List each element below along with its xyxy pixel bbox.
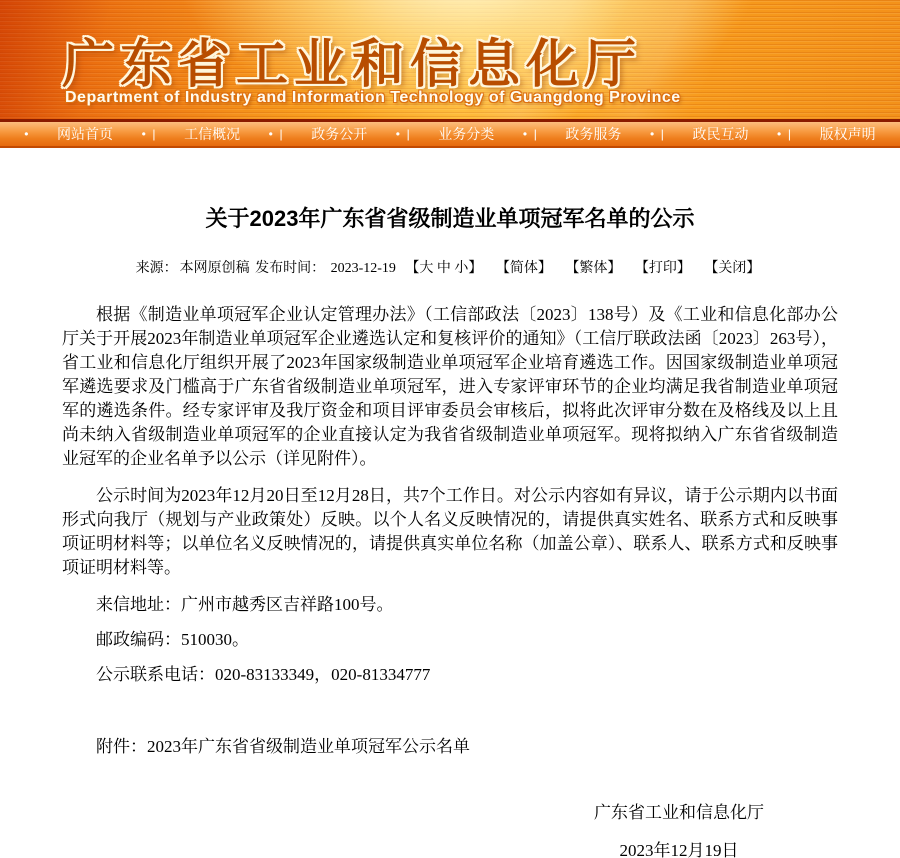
traditional-chinese-button[interactable]: 【繁体】 xyxy=(565,261,622,276)
font-size-control[interactable]: 【大 中 小】 xyxy=(405,261,483,276)
postal-code-line: 邮政编码：510030。 xyxy=(96,630,249,649)
attachment-line xyxy=(62,735,838,759)
article xyxy=(0,148,900,858)
close-button[interactable]: 【关闭】 xyxy=(704,261,761,276)
signature-department: 广东省工业和信息化厅 xyxy=(594,803,764,822)
nav-item-overview[interactable]: 工信概况 xyxy=(184,126,241,142)
mail-address-line: 来信地址：广州市越秀区吉祥路100号。 xyxy=(96,595,394,614)
source-value: 本网原创稿 xyxy=(179,261,250,276)
site-subtitle-english: Department of Industry and Information Technology of Guangdong Province xyxy=(65,89,681,106)
nav-separator: • | xyxy=(649,127,664,141)
site-title: 广东省工业和信息化厅 xyxy=(62,36,643,94)
print-button[interactable]: 【打印】 xyxy=(634,261,691,276)
nav-item-copyright[interactable]: 版权声明 xyxy=(819,126,876,142)
nav-item-home[interactable]: 网站首页 xyxy=(57,126,114,142)
site-banner xyxy=(0,0,900,119)
nav-item-business-categories[interactable]: 业务分类 xyxy=(438,126,495,142)
simplified-chinese-button[interactable]: 【简体】 xyxy=(495,261,552,276)
nav-item-public-interaction[interactable]: 政民互动 xyxy=(692,126,749,142)
main-nav xyxy=(0,119,900,148)
article-body xyxy=(62,303,838,759)
paragraph-basis: 根据《制造业单项冠军企业认定管理办法》（工信部政法〔2023〕138号）及《工业和信息化部办公厅关于开展2023年制造业单项冠军企业遴选认定和复核评价的通知》（工信厅联政法函〔2023〕263号），省工业和信息化厅组织开展了2023年国家级制造业单项冠军企业培育遴选工作。因国家级制造业单项冠军遴选要求及门槛高于广东省省级制造业单项冠军，进入专家评审环节的企业均满足我省制造业单项冠军的遴选条件。经专家评审及我厅资金和项目评审委员会审核后，拟将此次评审分数在及格线及以上且尚未纳入省级制造业单项冠军的企业直接认定为我省省级制造业单项冠军。现将拟纳入广东省省级制造业冠军的企业名单予以公示（详见附件）。 xyxy=(62,305,838,468)
attachment-link[interactable]: 附件：2023年广东省省级制造业单项冠军公示名单 xyxy=(96,737,470,756)
signature-block xyxy=(62,801,838,858)
article-title: 关于2023年广东省省级制造业单项冠军名单的公示 xyxy=(205,206,695,231)
nav-separator: • | xyxy=(395,127,410,141)
publish-date-value: 2023-12-19 xyxy=(330,261,396,276)
paragraph-publicity-period: 公示时间为2023年12月20日至12月28日，共7个工作日。对公示内容如有异议，请于公示期内以书面形式向我厅（规划与产业政策处）反映。以个人名义反映情况的，请提供真实姓名、联系方式和反映事项证明材料等；以单位名义反映情况的，请提供真实单位名称（加盖公章）、联系人、联系方式和反映事项证明材料等。 xyxy=(62,486,838,577)
source-label: 来源： xyxy=(135,261,178,276)
nav-separator: • | xyxy=(522,127,537,141)
article-meta-bar xyxy=(62,257,838,277)
contact-phone-line: 公示联系电话：020-83133349，020-81334777 xyxy=(96,665,431,684)
nav-bullet-icon: • xyxy=(24,127,29,141)
signature-date: 2023年12月19日 xyxy=(619,841,739,858)
signature-inner xyxy=(594,801,764,858)
nav-separator: • | xyxy=(777,127,792,141)
nav-item-gov-disclosure[interactable]: 政务公开 xyxy=(311,126,368,142)
nav-separator: • | xyxy=(268,127,283,141)
publish-date-label: 发布时间： xyxy=(255,261,326,276)
nav-item-gov-services[interactable]: 政务服务 xyxy=(565,126,622,142)
nav-separator: • | xyxy=(141,127,156,141)
